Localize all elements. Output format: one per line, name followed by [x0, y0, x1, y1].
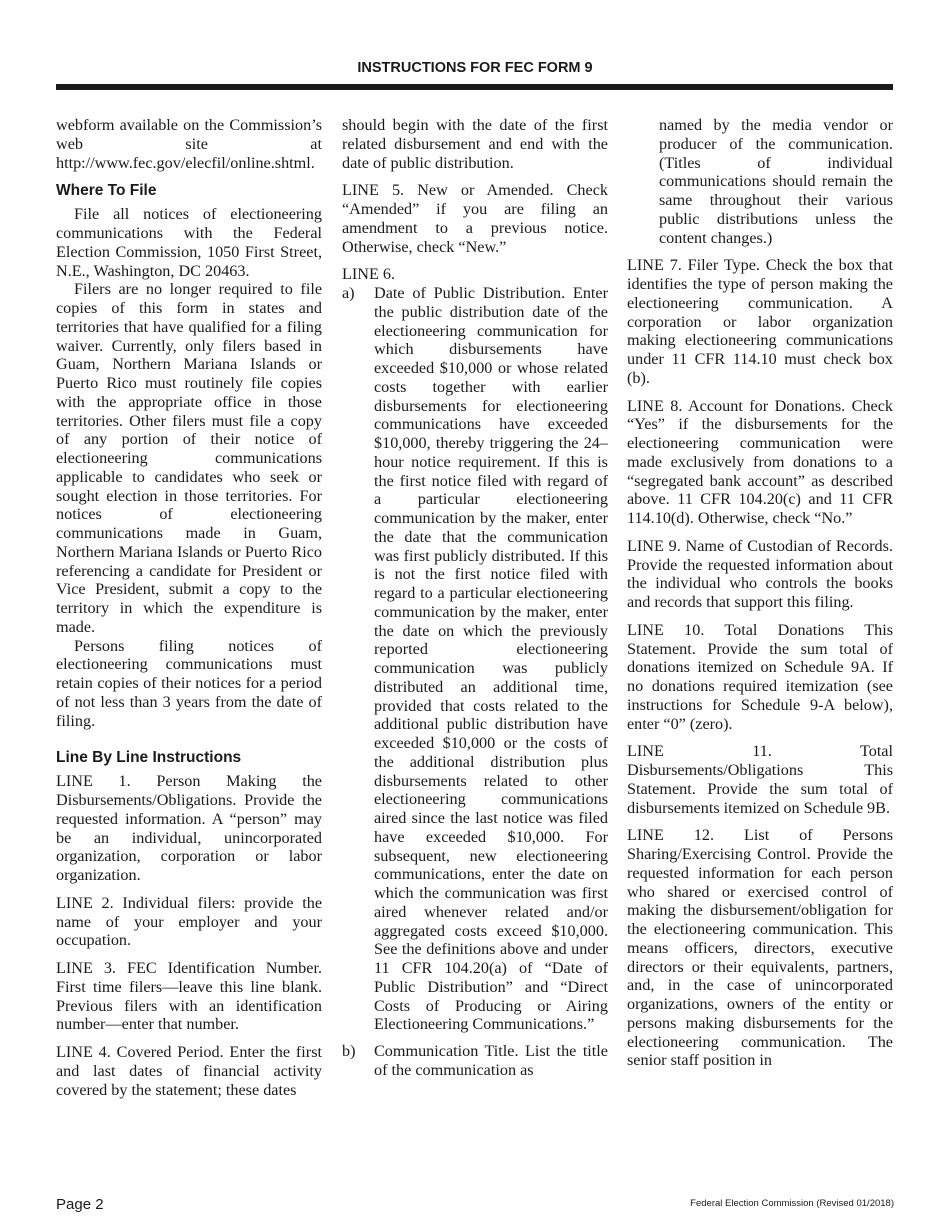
- where-to-file-paragraph-3: Persons filing notices of electioneering communications must retain copies of their notices for a period of not less than 3 years from the date of filing.: [56, 636, 322, 730]
- line-2-paragraph: LINE 2. Individual filers: provide the name of your employer and your occupation.: [56, 893, 322, 950]
- line-6-heading: LINE 6.: [342, 265, 396, 284]
- line-6-item-a: [342, 284, 608, 1034]
- item-b-label: b): [342, 1042, 356, 1060]
- column-1: [56, 116, 322, 1108]
- where-to-file-heading: Where To File: [56, 182, 157, 200]
- item-a-text: Date of Public Distribution. Enter the public distribution date of the electioneering communication for which disbursements have exceeded $10,000 or whose related costs together with earlier disbursements for electioneering communications have exceeded $10,000, thereby triggering the 24–hour notice requirement. If this is the first notice filed with regard of a particular electioneering communication by the maker, enter the date that the communication was first publicly distributed. If this is not the first notice filed with regard to a particular electioneering communication by the maker, enter the date on which the previously reported electioneering communication was publicly distributed an additional time, provided that costs related to the additional public distribution have exceeded $10,000 or the costs of the additional distribution plus disbursements related to other electioneering communications aired since the last notice was filed have exceeded $10,000. For subsequent, new electioneering communications, enter the date on which the communication was first aired whenever related and/or aggregated costs exceed $10,000. See the definitions above and under 11 CFR 104.20(a) of “Date of Public Distribution” and “Direct Costs of Producing or Airing Electioneering Communications.”: [374, 284, 608, 1034]
- header-rule: [56, 84, 893, 90]
- line-5-paragraph: LINE 5. New or Amended. Check “Amended” if you are filing an amendment to a previous notice. Otherwise, check “New.”: [342, 181, 608, 256]
- line-3-paragraph: LINE 3. FEC Identification Number. First time filers—leave this line blank. Previous filers with an identification number—enter that number.: [56, 959, 322, 1034]
- page-number: Page 2: [56, 1196, 104, 1213]
- column-2: [342, 116, 608, 1088]
- line-10-paragraph: LINE 10. Total Donations This Statement. Provide the sum total of donations itemized on Schedule 9A. If no donations required itemization (see instructions for Schedule 9-A below), enter “0” (zero).: [627, 620, 893, 733]
- line-4-paragraph: LINE 4. Covered Period. Enter the first and last dates of financial activity covered by the statement; these dates: [56, 1043, 322, 1099]
- item-b-continuation: named by the media vendor or producer of the communication. (Titles of individual communications should remain the same throughout their various public distributions unless the content changes.): [659, 116, 893, 247]
- where-to-file-paragraph-1: File all notices of electioneering communications with the Federal Election Commission, 1050 First Street, N.E., Washington, DC 20463.: [56, 205, 322, 280]
- where-to-file-paragraph-2: Filers are no longer required to file copies of this form in states and territories that have qualified for a filing waiver. Currently, only filers based in Guam, Northern Mariana Islands or Puerto Rico must routinely file copies with the appropriate office in those territories. Other filers must file a copy of any portion of their notice of electioneering communications applicable to candidates who seek or sought election in those territories. For notices of electioneering communications made in Guam, Northern Mariana Islands or Puerto Rico referencing a candidate for President or Vice President, submit a copy to the territory in which the expenditure is made.: [56, 280, 322, 636]
- line-1-paragraph: LINE 1. Person Making the Disbursements/Obligations. Provide the requested information. A “person” may be an individual, unincorporated organization, corporation or labor organization.: [56, 772, 322, 884]
- line-by-line-heading: Line By Line Instructions: [56, 749, 242, 767]
- line-8-paragraph: LINE 8. Account for Donations. Check “Yes” if the disbursements for the electioneering communication were made exclusively from donations to a “segregated bank account” as described above. 11 CFR 104.20(c) and 11 CFR 114.10(d). Otherwise, check “No.”: [627, 396, 893, 527]
- item-a-label: a): [342, 284, 355, 302]
- page-header-title: INSTRUCTIONS FOR FEC FORM 9: [357, 60, 593, 76]
- line-11-paragraph: LINE 11. Total Disbursements/Obligations This Statement. Provide the sum total of disbursements itemized on Schedule 9B.: [627, 742, 893, 817]
- revision-note: Federal Election Commission (Revised 01/2018): [690, 1198, 894, 1209]
- line-12-paragraph: LINE 12. List of Persons Sharing/Exercising Control. Provide the requested information for each person who shared or exercised control of making the disbursement/obligation for the electioneering communication. This means officers, directors, executive directors or their equivalents, partners, and, in the case of unincorporated organizations, owners of the entity or persons making disbursements for the electioneering communication. The senior staff position in: [627, 826, 893, 1070]
- webform-paragraph: webform available on the Commission’s web site at http://www.fec.gov/elecfil/online.shtml.: [56, 116, 322, 172]
- line-7-paragraph: LINE 7. Filer Type. Check the box that identifies the type of person making the electioneering communication. A corporation or labor organization making electioneering communications under 11 CFR 114.10 must check box (b).: [627, 256, 893, 387]
- line-6-item-b: [342, 1042, 608, 1080]
- line-4-continuation: should begin with the date of the first related disbursement and end with the date of public distribution.: [342, 116, 608, 172]
- item-b-text: Communication Title. List the title of the communication as: [374, 1042, 608, 1079]
- line-9-paragraph: LINE 9. Name of Custodian of Records. Provide the requested information about the individual who controls the books and records that support this filing.: [627, 536, 893, 611]
- column-3: [627, 116, 893, 1079]
